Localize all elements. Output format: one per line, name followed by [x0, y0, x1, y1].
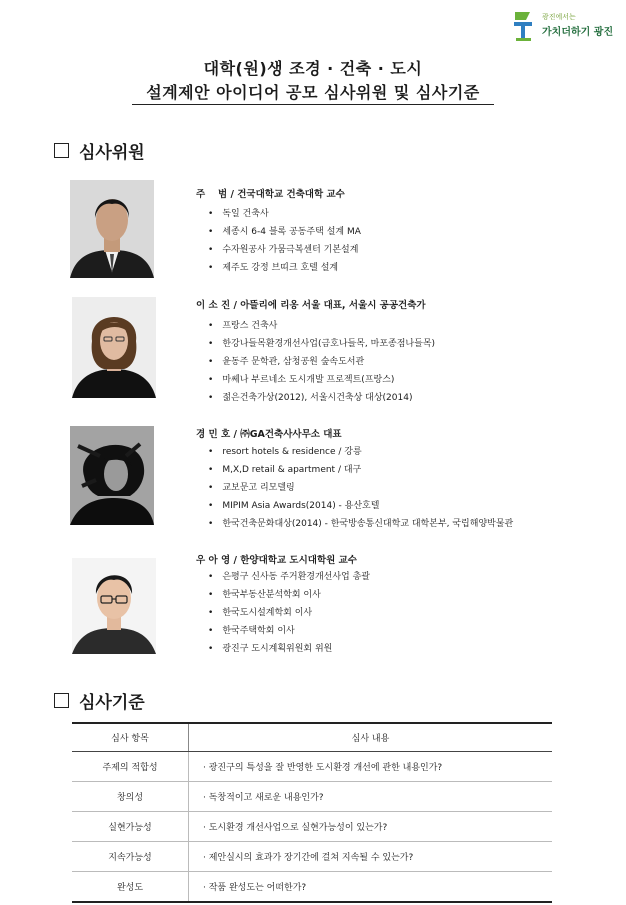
table-row — [72, 782, 552, 812]
judge-3-header: 경 민 호 / ㈜GA건축사사무소 대표 — [196, 429, 342, 440]
gwangjin-logo-mark-icon — [512, 8, 534, 42]
list-item: • 제주도 강정 브띠크 호텔 설계 — [208, 259, 361, 277]
list-item: • 교보문고 리모델링 — [208, 479, 513, 497]
criteria-content-cell: · 독창적이고 새로운 내용인가? — [189, 782, 553, 812]
list-item: • 한국건축문화대상(2014) - 한국방송통신대학교 대학본부, 국립해양박물관 — [208, 515, 513, 533]
judge-1-photo — [70, 180, 154, 278]
judge-4-header: 우 아 영 / 한양대학교 도시대학원 교수 — [196, 555, 357, 566]
list-item: • 한국도시설계학회 이사 — [208, 604, 370, 622]
judge-4-photo — [72, 558, 156, 654]
page-title-line-1: 대학(원)생 조경 · 건축 · 도시 — [203, 59, 423, 78]
column-header-content: 심사 내용 — [189, 723, 553, 752]
list-item: • MIPIM Asia Awards(2014) - 용산호텔 — [208, 497, 513, 515]
column-header-item: 심사 항목 — [72, 723, 189, 752]
criteria-table — [72, 722, 552, 903]
criteria-content-cell: · 제안실시의 효과가 장기간에 걸쳐 지속될 수 있는가? — [189, 842, 553, 872]
checkbox-square-icon — [54, 143, 69, 158]
checkbox-square-icon — [54, 693, 69, 708]
logo-slogan: 광진에서는 — [542, 13, 576, 21]
list-item: • resort hotels & residence / 강릉 — [208, 443, 513, 461]
criteria-item-cell: 완성도 — [72, 872, 189, 903]
criteria-item-cell: 창의성 — [72, 782, 189, 812]
judge-2-header: 이 소 진 / 아뜰리에 리옹 서울 대표, 서울시 공공건축가 — [196, 300, 426, 311]
list-item: • 프랑스 건축사 — [208, 317, 435, 335]
judge-1-career-list — [208, 205, 361, 277]
table-row — [72, 872, 552, 903]
judge-4-career-list — [208, 568, 370, 658]
judge-3-photo — [70, 426, 154, 525]
table-header-row — [72, 723, 552, 752]
criteria-item-cell: 지속가능성 — [72, 842, 189, 872]
table-row — [72, 752, 552, 782]
judge-1-header: 주 범 / 건국대학교 건축대학 교수 — [196, 189, 345, 200]
criteria-content-cell: · 작품 완성도는 어떠한가? — [189, 872, 553, 903]
logo-brand-text: 가치더하기 광진 — [542, 27, 614, 38]
list-item: • 한국주택학회 이사 — [208, 622, 370, 640]
title-underline — [132, 104, 494, 105]
list-item: • 수자원공사 가뭄극복센터 기본설계 — [208, 241, 361, 259]
criteria-section-heading — [54, 688, 145, 713]
page-title-line-2: 설계제안 아이디어 공모 심사위원 및 심사기준 — [146, 83, 480, 102]
list-item: • 독일 건축사 — [208, 205, 361, 223]
criteria-item-cell: 실현가능성 — [72, 812, 189, 842]
judge-2-photo — [72, 297, 156, 398]
list-item: • 은평구 신사동 주거환경개선사업 총괄 — [208, 568, 370, 586]
table-row — [72, 812, 552, 842]
list-item: • 세종시 6-4 블록 공동주택 설계 MA — [208, 223, 361, 241]
criteria-content-cell: · 도시환경 개선사업으로 실현가능성이 있는가? — [189, 812, 553, 842]
list-item: • M,X,D retail & apartment / 대구 — [208, 461, 513, 479]
list-item: • 한국부동산분석학회 이사 — [208, 586, 370, 604]
judges-section-heading — [54, 138, 145, 163]
criteria-content-cell: · 광진구의 특성을 잘 반영한 도시환경 개선에 관한 내용인가? — [189, 752, 553, 782]
judges-heading-text: 심사위원 — [79, 143, 145, 163]
list-item: • 윤동주 문학관, 삼청공원 숲속도서관 — [208, 353, 435, 371]
table-row — [72, 842, 552, 872]
criteria-item-cell: 주제의 적합성 — [72, 752, 189, 782]
gwangjin-logo — [508, 6, 618, 46]
list-item: • 젊은건축가상(2012), 서울시건축상 대상(2014) — [208, 389, 435, 407]
list-item: • 한강나들목환경개선사업(금호나들목, 마포종점나들목) — [208, 335, 435, 353]
criteria-heading-text: 심사기준 — [79, 693, 145, 713]
judge-2-career-list — [208, 317, 435, 407]
judge-3-career-list — [208, 443, 513, 533]
list-item: • 마쎄나 부르네소 도시개발 프로젝트(프랑스) — [208, 371, 435, 389]
list-item: • 광진구 도시계획위원회 위원 — [208, 640, 370, 658]
